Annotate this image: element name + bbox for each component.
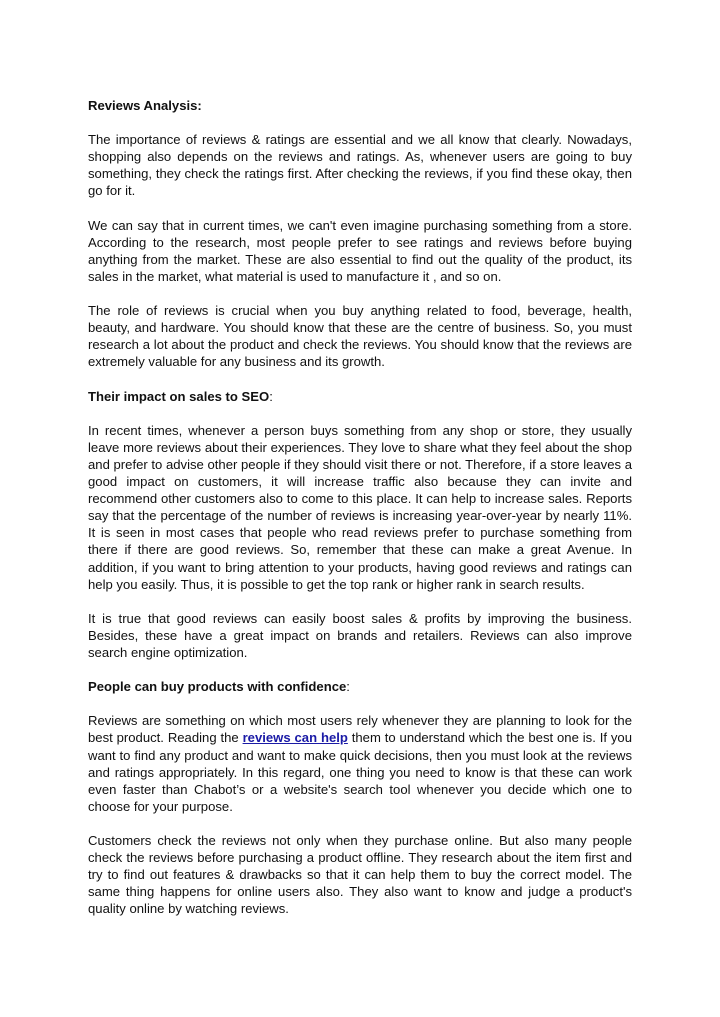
paragraph-current-times: We can say that in current times, we can't even imagine purchasing something from a store. According to the research, most people prefer to see ratings and reviews before buying anything from the market. These are also essential to find out the quality of the product, its sales in the market, what material is used to manufacture it , and so on. (88, 217, 632, 284)
heading-text: People can buy products with confidence (88, 679, 347, 695)
heading-text: Reviews Analysis: (88, 98, 202, 113)
reviews-can-help-link[interactable]: reviews can help (242, 730, 348, 746)
section-heading-reviews-analysis (88, 97, 632, 114)
paragraph-importance-of-reviews: The importance of reviews & ratings are essential and we all know that clearly. Nowadays, shopping also depends on the reviews and ratings. As, whenever users are going to buy something, they check the ratings first. After checking the reviews, if you find these okay, then go for it. (88, 132, 632, 199)
paragraph-text-after-link: them to understand which the best one is. If you want to find any product and want to make quick decisions, then you must look at the reviews and ratings appropriately. In this regard, one thing you need to know is that these can work even faster than Chabot’s or a website's search tool whenever you decide which one to choose for your purpose. (88, 730, 632, 814)
paragraph-users-rely (88, 712, 632, 815)
heading-colon: : (346, 679, 350, 695)
paragraph-role-of-reviews: The role of reviews is crucial when you buy anything related to food, beverage, health, beauty, and hardware. You should know that these are the centre of business. So, you must research a lot about the product and check the reviews. You should know that the reviews are extremely valuable for any business and its growth. (88, 303, 632, 370)
paragraph-recent-times: In recent times, whenever a person buys something from any shop or store, they usually leave more reviews about their experiences. They love to share what they feel about the shop and prefer to advise other people if they should visit there or not. Therefore, if a store leaves a good impact on customers, it will increase traffic also because they can invite and recommend other customers also to come to this place. It can help to increase sales. Reports say that the percentage of the number of reviews is increasing year-over-year by nearly 11%. It is seen in most cases that people who read reviews prefer to purchase something from there if there are good reviews. So, remember that these can make a great Avenue. In addition, if you want to bring attention to your products, having good reviews and ratings can help you easily. Thus, it is possible to get the top rank or higher rank in search results. (88, 422, 632, 592)
paragraph-offline-shopping: Customers check the reviews not only when they purchase online. But also many people check the reviews before purchasing a product offline. They research about the item first and try to find out features & drawbacks so that it can help them to buy the correct model. The same thing happens for online users also. They also want to know and judge a product's quality online by watching reviews. (88, 833, 632, 917)
heading-text: Their impact on sales to SEO (88, 388, 270, 404)
section-heading-confidence (88, 678, 632, 695)
paragraph-boost-sales: It is true that good reviews can easily boost sales & profits by improving the business. Besides, these have a great impact on brands and retailers. Reviews can also improve search engine optimization. (88, 610, 632, 660)
paragraph-text-before-link: Reviews are something on which most users rely whenever they are planning to look for the best product. Reading the (88, 713, 632, 746)
section-heading-impact-seo (88, 388, 632, 405)
heading-colon: : (269, 388, 273, 404)
document-page (88, 97, 632, 935)
